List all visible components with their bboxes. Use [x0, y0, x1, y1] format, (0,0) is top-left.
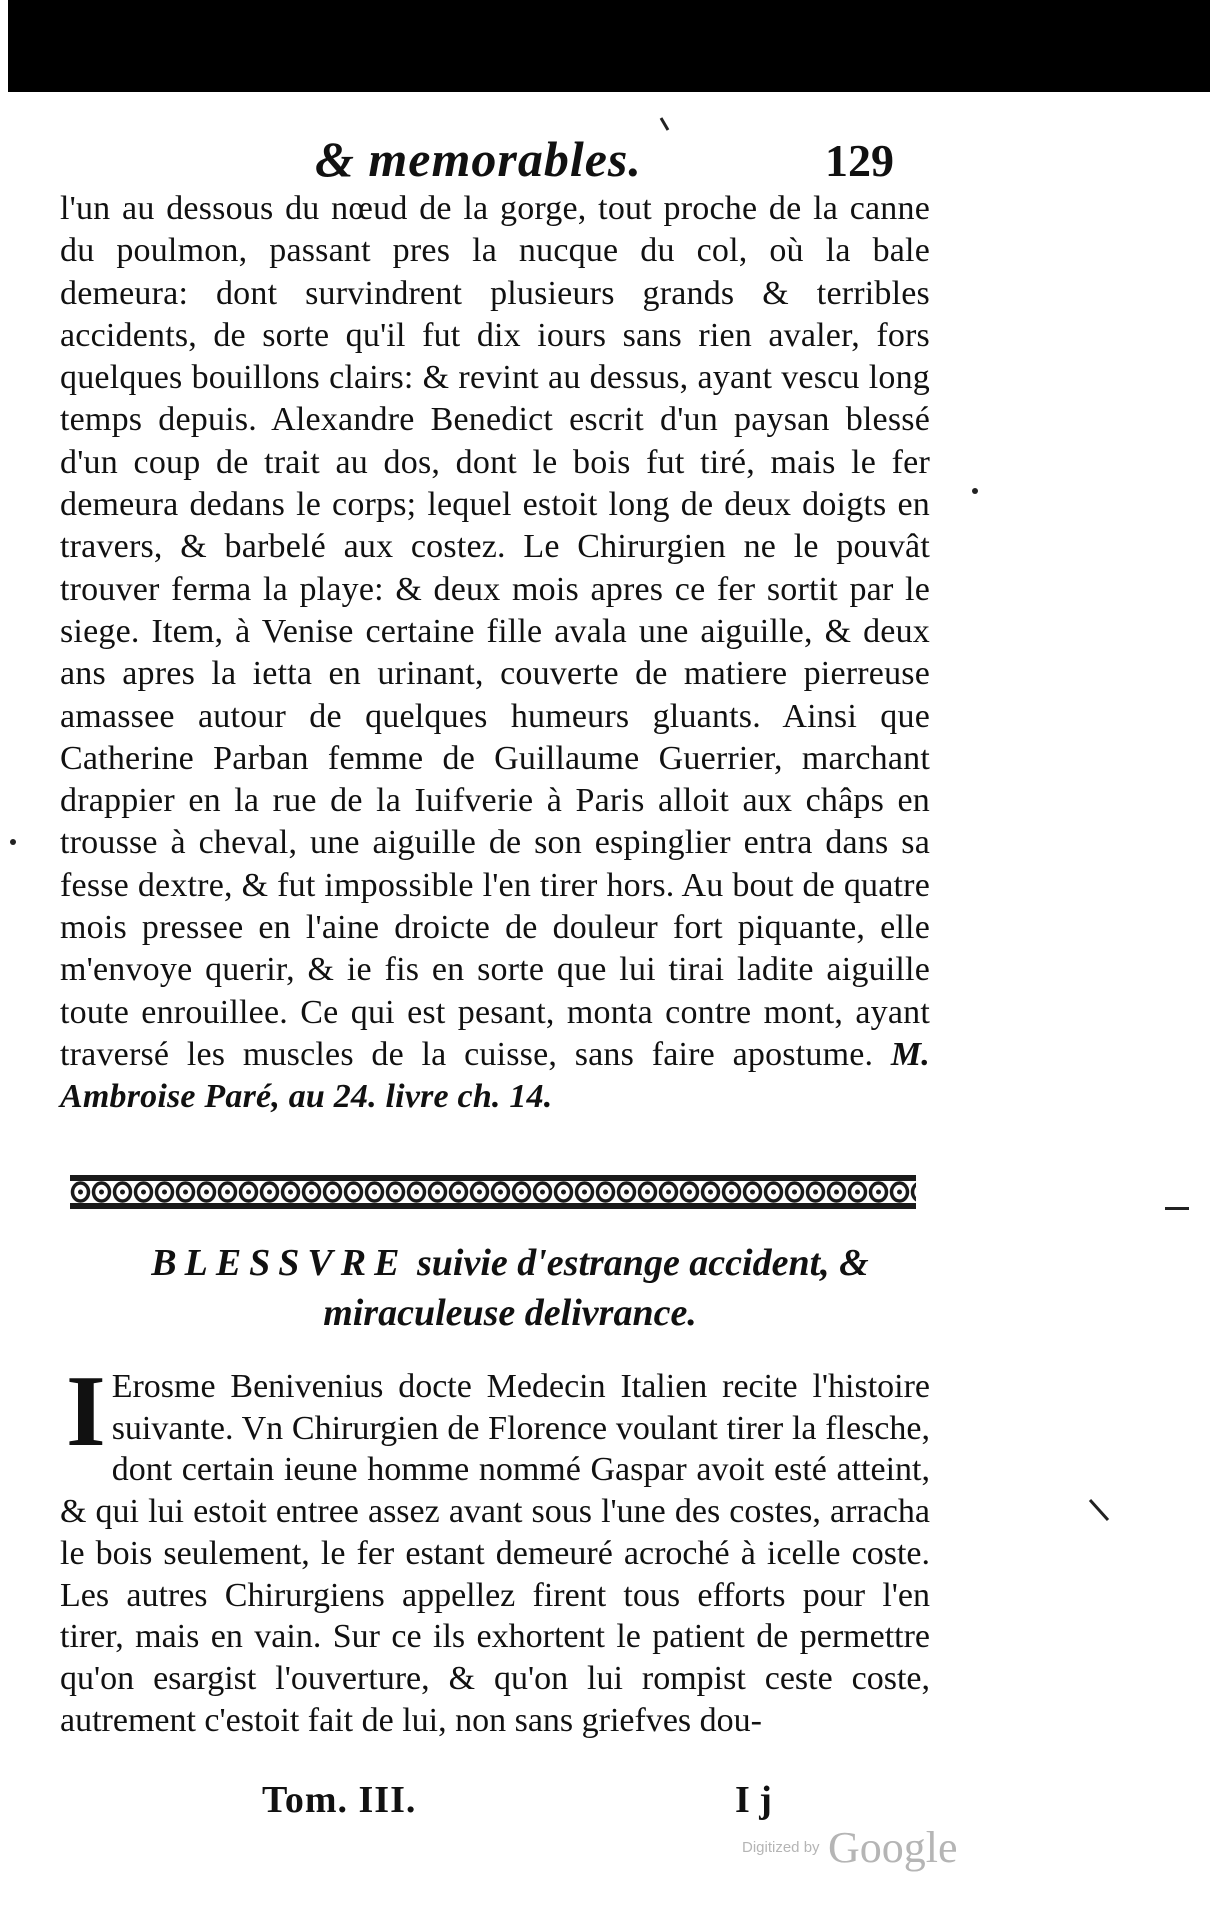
ornamental-rule — [70, 1172, 916, 1212]
chapter-title-caps: BLESSVRE — [151, 1242, 408, 1284]
citation-reference: M. Ambroise Paré, au 24. livre ch. 14. — [60, 1035, 930, 1116]
running-title: & memorables. — [315, 131, 642, 187]
chapter-paragraph: Erosme Benivenius docte Medecin Italien recite l'histoire suivante. Vn Chirurgien de Florence voulant tirer la flesche, dont certain ieune homme nommé Gaspar avoit esté atteint, & qui lui estoit entree assez avant sous l'une des costes, arracha le bois seulement, le fer estant demeuré acroché à icelle coste. Les autres Chirurgiens appellez firent tous efforts pour l'en tirer, mais en vain. Sur ce ils exhortent le patient de permettre qu'on esargist l'ouverture, & qu'on lui rompist ceste coste, autrement c'estoit fait de lui, non sans griefves dou- — [60, 1368, 930, 1739]
scan-border-top — [8, 0, 1210, 92]
running-head — [0, 130, 1210, 190]
drop-cap-initial: I — [66, 1355, 106, 1468]
body-text — [60, 188, 930, 1119]
ornament-border-graphic — [70, 1172, 916, 1212]
passage-text: l'un au dessous du nœud de la gorge, tout proche de la canne du poulmon, passant pres la nucque du col, où la bale demeura: dont survindrent plusieurs grands & terribles accidents, de sorte qu'il fut dix iours sans rien avaler, fors quelques bouillons clairs: & revint au dessus, ayant vescu long temps depuis. Alexandre Benedict escrit d'un paysan blessé d'un coup de trait au dos, dont le bois fut tiré, mais le fer demeura dedans le corps; lequel estoit long de deux doigts en travers, & barbelé aux costez. Le Chirurgien ne le pouvât trouver ferma la playe: & deux mois apres ce fer sortit par le siege. Item, à Venise certaine fille avala une aiguille, & deux ans apres la ietta en urinant, couverte de matiere pierreuse amassee autour de quelques humeurs gluants. Ainsi que Catherine Parban femme de Guillaume Guerrier, marchant drappier en la rue de la Iuifverie à Paris alloit aux châps en trousse à cheval, une aiguille de son espinglier entra dans sa fesse dextre, & fut impossible l'en tirer hors. Au bout de quatre mois pressee en l'aine droicte de douleur fort piquante, elle m'envoye querir, & ie fis en sorte que lui tirai ladite aiguille toute enrouillee. Ce qui est pesant, monta contre mont, ayant traversé les muscles de la cuisse, sans faire apostume. — [60, 190, 930, 1073]
page-number: 129 — [825, 135, 894, 186]
page-footer — [0, 1778, 1210, 1828]
watermark-prefix: Digitized by — [742, 1839, 820, 1856]
watermark-brand: Google — [828, 1823, 958, 1872]
chapter-text — [60, 1355, 930, 1741]
chapter-title-rest: suivie d'estrange accident, & miraculeuse delivrance. — [323, 1242, 869, 1334]
volume-label: Tom. III. — [262, 1779, 417, 1821]
printer-signature: I j — [735, 1779, 772, 1821]
digitization-watermark — [742, 1822, 1002, 1872]
chapter-title — [140, 1238, 880, 1338]
